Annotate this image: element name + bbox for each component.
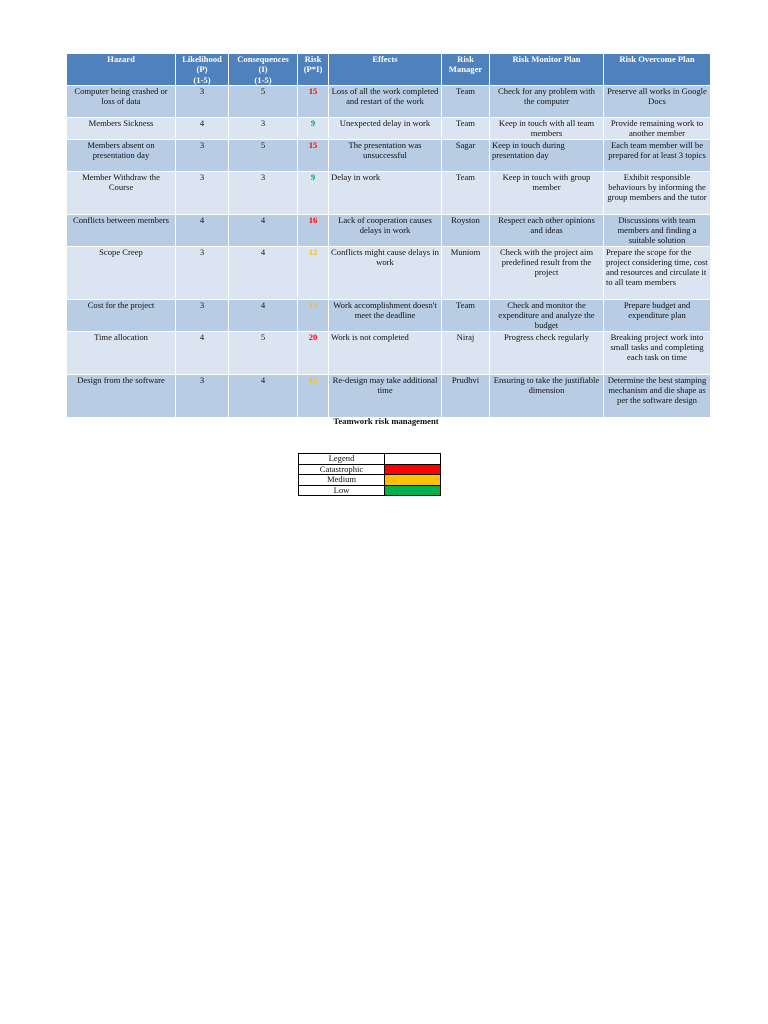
table-row xyxy=(67,299,711,331)
table-header-row xyxy=(67,54,711,86)
hazard-cell: Conflicts between members xyxy=(67,214,176,246)
column-header xyxy=(329,54,442,86)
legend-label: Medium xyxy=(299,475,385,486)
monitor-plan-cell: Keep in touch during presentation day xyxy=(490,139,604,171)
table-row xyxy=(67,139,711,171)
risk-score-cell: 12 xyxy=(298,246,329,299)
risk-score-cell: 12 xyxy=(298,299,329,331)
effects-cell: The presentation was unsuccessful xyxy=(329,139,442,171)
hazard-cell: Computer being crashed or loss of data xyxy=(67,86,176,118)
table-row xyxy=(67,331,711,374)
consequences-cell: 4 xyxy=(229,246,298,299)
hazard-cell: Time allocation xyxy=(67,331,176,374)
consequences-cell: 4 xyxy=(229,299,298,331)
legend-row xyxy=(299,485,441,496)
legend-label: Catastrophic xyxy=(299,464,385,475)
column-header xyxy=(67,54,176,86)
likelihood-cell: 4 xyxy=(176,214,229,246)
column-header-line: Manager xyxy=(448,64,483,75)
risk-table xyxy=(66,53,711,418)
column-header xyxy=(490,54,604,86)
legend-table xyxy=(298,453,441,496)
table-caption: Teamwork risk management xyxy=(333,416,439,426)
effects-cell: Work is not completed xyxy=(329,331,442,374)
legend-title-blank xyxy=(385,454,441,465)
column-header-line: (1-5) xyxy=(254,74,272,85)
risk-manager-cell: Royston xyxy=(442,214,490,246)
risk-manager-cell: Prudhvi xyxy=(442,374,490,417)
monitor-plan-cell: Check and monitor the expenditure and analyze the budget xyxy=(490,299,604,331)
effects-cell: Re-design may take additional time xyxy=(329,374,442,417)
effects-cell: Lack of cooperation causes delays in work xyxy=(329,214,442,246)
consequences-cell: 4 xyxy=(229,374,298,417)
likelihood-cell: 3 xyxy=(176,86,229,118)
column-header xyxy=(442,54,490,86)
column-header-line: Risk Monitor Plan xyxy=(512,54,581,64)
column-header-line: Risk xyxy=(457,54,474,64)
risk-manager-cell: Team xyxy=(442,86,490,118)
likelihood-cell: 3 xyxy=(176,299,229,331)
hazard-cell: Scope Creep xyxy=(67,246,176,299)
overcome-plan-cell: Discussions with team members and finding a suitable solution xyxy=(604,214,711,246)
effects-cell: Conflicts might cause delays in work xyxy=(329,246,442,299)
legend-swatch xyxy=(385,485,441,496)
consequences-cell: 5 xyxy=(229,331,298,374)
column-header-line: (1-5) xyxy=(193,74,211,85)
consequences-cell: 5 xyxy=(229,139,298,171)
monitor-plan-cell: Respect each other opinions and ideas xyxy=(490,214,604,246)
likelihood-cell: 3 xyxy=(176,139,229,171)
legend-swatch xyxy=(385,475,441,486)
monitor-plan-cell: Keep in touch with all team members xyxy=(490,118,604,140)
table-body xyxy=(67,86,711,418)
overcome-plan-cell: Provide remaining work to another member xyxy=(604,118,711,140)
column-header xyxy=(604,54,711,86)
risk-score-cell: 20 xyxy=(298,331,329,374)
hazard-cell: Member Withdraw the Course xyxy=(67,171,176,214)
monitor-plan-cell: Check for any problem with the computer xyxy=(490,86,604,118)
risk-manager-cell: Niraj xyxy=(442,331,490,374)
column-header xyxy=(298,54,329,86)
effects-cell: Work accomplishment doesn't meet the deadline xyxy=(329,299,442,331)
legend-swatch xyxy=(385,464,441,475)
column-header-line: Hazard xyxy=(107,54,135,64)
risk-manager-cell: Muniom xyxy=(442,246,490,299)
column-header-line: Consequences xyxy=(237,54,289,64)
hazard-cell: Members absent on presentation day xyxy=(67,139,176,171)
risk-score-cell: 9 xyxy=(298,118,329,140)
overcome-plan-cell: Prepare budget and expenditure plan xyxy=(604,299,711,331)
column-header-line: (P) xyxy=(196,64,208,75)
overcome-plan-cell: Breaking project work into small tasks and completing each task on time xyxy=(604,331,711,374)
risk-score-cell: 9 xyxy=(298,171,329,214)
consequences-cell: 5 xyxy=(229,86,298,118)
table-row xyxy=(67,118,711,140)
likelihood-cell: 4 xyxy=(176,118,229,140)
hazard-cell: Cost for the project xyxy=(67,299,176,331)
column-header-line: Likelihood xyxy=(182,54,222,64)
legend-title-row xyxy=(299,454,441,465)
table-row xyxy=(67,86,711,118)
risk-score-cell: 15 xyxy=(298,139,329,171)
monitor-plan-cell: Ensuring to take the justifiable dimension xyxy=(490,374,604,417)
overcome-plan-cell: Each team member will be prepared for at least 3 topics xyxy=(604,139,711,171)
legend-row xyxy=(299,464,441,475)
risk-score-cell: 16 xyxy=(298,214,329,246)
monitor-plan-cell: Keep in touch with group member xyxy=(490,171,604,214)
consequences-cell: 3 xyxy=(229,171,298,214)
column-header-line: Risk Overcome Plan xyxy=(619,54,695,64)
hazard-cell: Members Sickness xyxy=(67,118,176,140)
likelihood-cell: 4 xyxy=(176,331,229,374)
effects-cell: Delay in work xyxy=(329,171,442,214)
effects-cell: Unexpected delay in work xyxy=(329,118,442,140)
table-row xyxy=(67,246,711,299)
column-header-line: Effects xyxy=(372,54,398,64)
hazard-cell: Design from the software xyxy=(67,374,176,417)
risk-manager-cell: Team xyxy=(442,299,490,331)
monitor-plan-cell: Progress check regularly xyxy=(490,331,604,374)
column-header-line: Risk xyxy=(304,54,322,64)
risk-manager-cell: Sagar xyxy=(442,139,490,171)
table-row xyxy=(67,171,711,214)
table-row xyxy=(67,214,711,246)
overcome-plan-cell: Prepare the scope for the project considering time, cost and resources and circulate it to all team members xyxy=(604,246,711,299)
column-header-line: (I) xyxy=(258,64,268,75)
table-row xyxy=(67,374,711,417)
risk-score-cell: 12 xyxy=(298,374,329,417)
risk-manager-cell: Team xyxy=(442,118,490,140)
legend-title: Legend xyxy=(299,454,385,465)
likelihood-cell: 3 xyxy=(176,374,229,417)
column-header-line: (P*I) xyxy=(303,64,323,75)
risk-score-cell: 15 xyxy=(298,86,329,118)
overcome-plan-cell: Determine the best stamping mechanism and die shape as per the software design xyxy=(604,374,711,417)
legend-row xyxy=(299,475,441,486)
monitor-plan-cell: Check with the project aim predefined result from the project xyxy=(490,246,604,299)
overcome-plan-cell: Preserve all works in Google Docs xyxy=(604,86,711,118)
consequences-cell: 4 xyxy=(229,214,298,246)
column-header xyxy=(229,54,298,86)
likelihood-cell: 3 xyxy=(176,171,229,214)
overcome-plan-cell: Exhibit responsible behaviours by informing the group members and the tutor xyxy=(604,171,711,214)
column-header xyxy=(176,54,229,86)
consequences-cell: 3 xyxy=(229,118,298,140)
risk-manager-cell: Team xyxy=(442,171,490,214)
effects-cell: Loss of all the work completed and restart of the work xyxy=(329,86,442,118)
legend-label: Low xyxy=(299,485,385,496)
likelihood-cell: 3 xyxy=(176,246,229,299)
